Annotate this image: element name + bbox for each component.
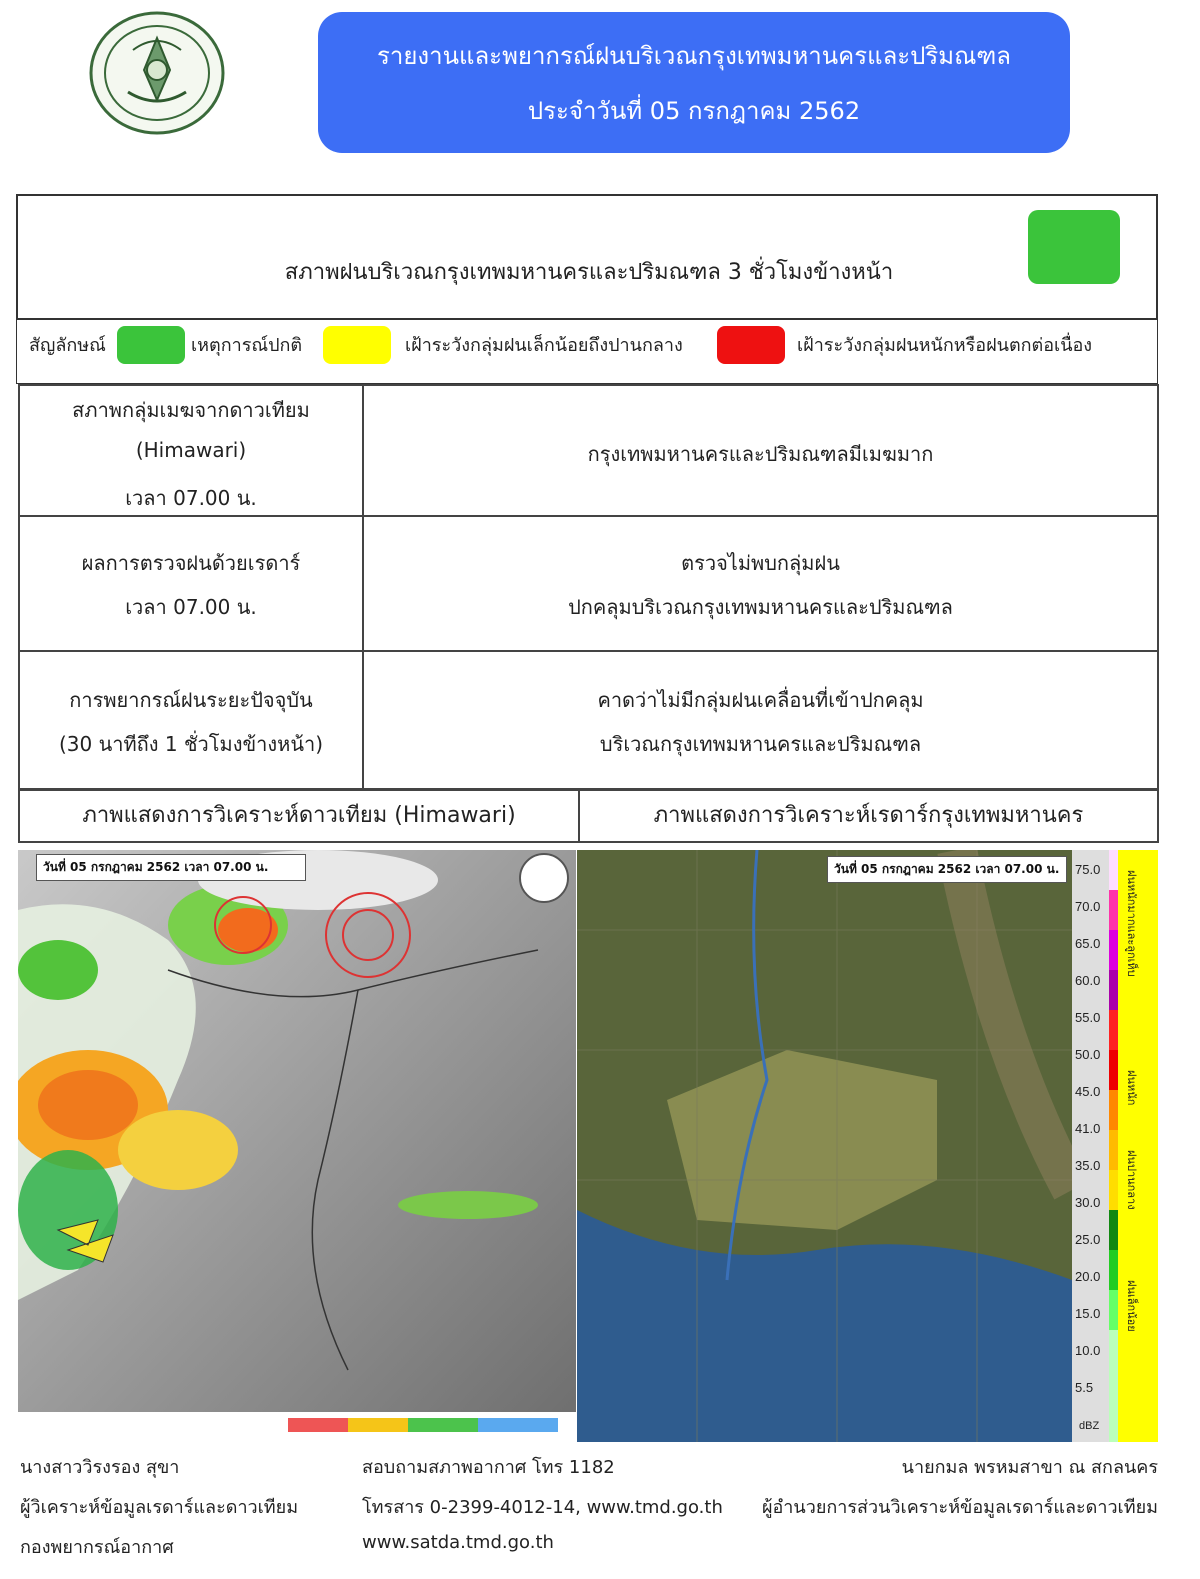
director-name: นายกมล พรหมสาขา ณ สกลนคร: [901, 1457, 1158, 1478]
row-label-line: สภาพกลุ่มเมฆจากดาวเทียม: [72, 398, 310, 422]
radar-scale-tick: 50.0: [1075, 1047, 1101, 1062]
analyst-title: ผู้วิเคราะห์ข้อมูลเรดาร์และดาวเทียม: [20, 1497, 299, 1518]
radar-intensity-label: ฝนเล็กน้อย: [1125, 1280, 1138, 1332]
row-value-line: ตรวจไม่พบกลุ่มฝน: [681, 551, 840, 575]
row-label-line: การพยากรณ์ฝนระยะปัจจุบัน: [69, 688, 313, 712]
footer-director: [762, 1452, 1158, 1532]
radar-intensity-label: ฝนปานกลาง: [1125, 1150, 1138, 1210]
radar-intensity-label: ฝนหนัก: [1125, 1070, 1138, 1106]
radar-scale-tick: 41.0: [1075, 1121, 1101, 1136]
row-value-line: กรุงเทพมหานครและปริมณฑลมีเมฆมาก: [587, 442, 934, 466]
legend-text-heavy: เฝ้าระวังกลุ่มฝนหนักหรือฝนตกต่อเนื่อง: [797, 335, 1093, 356]
info-row-nowcast: [18, 652, 1159, 790]
info-row-value: [364, 652, 1157, 788]
radar-scale-tick: 35.0: [1075, 1158, 1101, 1173]
contact-satda-website: www.satda.tmd.go.th: [362, 1532, 554, 1553]
radar-scale-tick: 75.0: [1075, 862, 1101, 877]
legend-text-normal: เหตุการณ์ปกติ: [191, 335, 303, 356]
radar-scale-tick: 10.0: [1075, 1343, 1101, 1358]
legend-swatch-green: [117, 326, 185, 364]
radar-image: [577, 850, 1158, 1442]
legend-swatch-yellow: [323, 326, 391, 364]
footer-contact: [362, 1452, 723, 1572]
legend-label: สัญลักษณ์: [29, 335, 106, 356]
satellite-image: [18, 850, 576, 1442]
radar-timestamp: วันที่ 05 กรกฎาคม 2562 เวลา 07.00 น.: [827, 856, 1067, 883]
report-date: ประจำวันที่ 05 กรกฎาคม 2562: [527, 96, 861, 125]
image-headings: [18, 789, 1159, 843]
radar-scale-tick: 70.0: [1075, 899, 1101, 914]
row-label-line: (30 นาทีถึง 1 ชั่วโมงข้างหน้า): [58, 732, 324, 756]
analyst-division: กองพยากรณ์อากาศ: [20, 1537, 174, 1558]
tmd-seal-logo: [88, 10, 226, 136]
radar-scale-tick: 30.0: [1075, 1195, 1101, 1210]
analyst-name: นางสาววิรงรอง สุขา: [20, 1457, 180, 1478]
contact-phone: สอบถามสภาพอากาศ โทร 1182: [362, 1457, 615, 1478]
row-label-line: ผลการตรวจฝนด้วยเรดาร์: [81, 551, 301, 575]
info-row-radar: [18, 517, 1159, 652]
info-row-label: [20, 517, 364, 650]
row-label-line: (Himawari): [135, 438, 247, 462]
row-label-line: เวลา 07.00 น.: [125, 486, 257, 510]
rain-status-panel: [16, 194, 1158, 320]
row-value-line: คาดว่าไม่มีกลุ่มฝนเคลื่อนที่เข้าปกคลุม: [597, 688, 924, 712]
report-title-banner: [318, 12, 1070, 153]
row-value-line: บริเวณกรุงเทพมหานครและปริมณฑล: [599, 732, 922, 756]
radar-scale-tick: 15.0: [1075, 1306, 1101, 1321]
report-title: รายงานและพยากรณ์ฝนบริเวณกรุงเทพมหานครและปริมณฑล: [376, 41, 1012, 70]
legend-text-moderate: เฝ้าระวังกลุ่มฝนเล็กน้อยถึงปานกลาง: [405, 335, 683, 356]
radar-intensity-label: ฝนหนักมากและลูกเห็บ: [1125, 870, 1138, 977]
info-row-value: [364, 517, 1157, 650]
radar-scale-tick: 65.0: [1075, 936, 1101, 951]
legend-row: [16, 318, 1158, 384]
row-label-line: เวลา 07.00 น.: [125, 595, 257, 619]
radar-scale-unit: dBZ: [1079, 1420, 1100, 1432]
legend-swatch-red: [717, 326, 785, 364]
satellite-timestamp: วันที่ 05 กรกฎาคม 2562 เวลา 07.00 น.: [36, 854, 306, 881]
contact-fax-website: โทรสาร 0-2399-4012-14, www.tmd.go.th: [362, 1497, 723, 1518]
info-row-label: [20, 386, 364, 515]
radar-scale-tick: 25.0: [1075, 1232, 1101, 1247]
row-value-line: ปกคลุมบริเวณกรุงเทพมหานครและปริมณฑล: [568, 595, 953, 619]
radar-scale-tick: 55.0: [1075, 1010, 1101, 1025]
info-row-label: [20, 652, 364, 788]
radar-scale-tick: 20.0: [1075, 1269, 1101, 1284]
rain-status-indicator: [1028, 210, 1120, 284]
director-title: ผู้อำนวยการส่วนวิเคราะห์ข้อมูลเรดาร์และดาวเทียม: [761, 1497, 1158, 1518]
info-row-value: [364, 386, 1157, 515]
satellite-heading: ภาพแสดงการวิเคราะห์ดาวเทียม (Himawari): [20, 791, 580, 841]
info-row-satellite: [18, 384, 1159, 517]
footer-analyst: [20, 1452, 298, 1572]
radar-scale-tick: 45.0: [1075, 1084, 1101, 1099]
radar-heading: ภาพแสดงการวิเคราะห์เรดาร์กรุงเทพมหานคร: [653, 803, 1084, 828]
rain-status-title: สภาพฝนบริเวณกรุงเทพมหานครและปริมณฑล 3 ชั่วโมงข้างหน้า: [284, 260, 894, 285]
radar-scale-tick: 60.0: [1075, 973, 1101, 988]
radar-scale-tick: 5.5: [1075, 1380, 1094, 1395]
